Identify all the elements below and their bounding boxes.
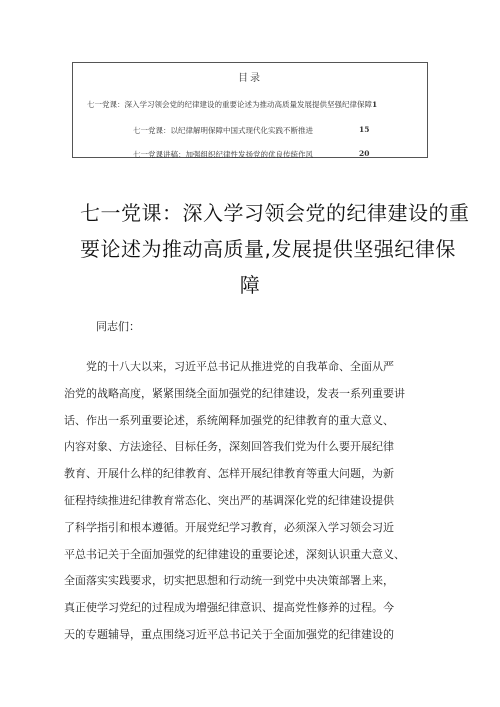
toc-entry-text: 七一党课：以纪律解明保障中国式现代化实践不断推进 — [133, 126, 313, 135]
paragraph-line: 了科学指引和根本遵循。开展党纪学习教育，必须深入学习领会习近 — [64, 520, 394, 534]
paragraph-line: 征程持续推进纪律教育常态化、突出严的基调深化党的纪律建设提供 — [64, 493, 394, 507]
toc-entry-page: 1 — [372, 100, 378, 109]
paragraph-line: 内容对象、方法途径、目标任务，深刻回答我们党为什么要开展纪律 — [64, 440, 394, 454]
title-line: 七一党课：深入学习领会党的纪律建设的重 — [80, 201, 470, 225]
toc-entry[interactable] — [133, 125, 370, 136]
title-line: 障 — [239, 273, 261, 297]
toc-entry[interactable] — [87, 99, 377, 110]
salutation: 同志们： — [96, 320, 140, 333]
paragraph-line: 治党的战略高度，紧紧围绕全面加强党的纪律建设，发表一系列重要讲 — [64, 386, 405, 400]
paragraph — [64, 354, 444, 649]
paragraph-line: 党的十八大以来，习近平总书记从推进党的自我革命、全面从严 — [86, 360, 394, 373]
toc-title: 目录 — [238, 73, 262, 84]
paragraph-line: 全面落实实践要求，切实把思想和行动统一到党中央决策部署上来， — [64, 574, 394, 588]
toc-entry-page: 15 — [359, 125, 370, 134]
toc-entry-page: 20 — [359, 149, 370, 158]
paragraph-line: 天的专题辅导，重点围绕习近平总书记关于全面加强党的纪律建设的 — [64, 627, 394, 641]
toc-entry[interactable] — [133, 149, 370, 160]
paragraph-line: 话、作出一系列重要论述，系统阐释加强党的纪律教育的重大意义、 — [64, 413, 394, 427]
toc-entry-text: 七一党课：深入学习领会党的纪律建设的重要论述为推动高质量发展提供坚强纪律保障 — [87, 100, 372, 109]
title-line: 要论述为推动高质量,发展提供坚强纪律保 — [80, 237, 456, 261]
paragraph-line: 平总书记关于全面加强党的纪律建设的重要论述，深刻认识重大意义、 — [64, 547, 405, 561]
paragraph-line: 教育、开展什么样的纪律教育、怎样开展纪律教育等重大问题，为新 — [64, 467, 394, 481]
paragraph-line: 真正使学习党纪的过程成为增强纪律意识、提高党性修养的过程。今 — [64, 601, 394, 615]
toc-entry-text: 七一党课讲稿：加强组织纪律性发扬党的优良传统作风 — [133, 150, 313, 159]
document-title — [80, 195, 470, 303]
table-of-contents — [72, 62, 428, 158]
